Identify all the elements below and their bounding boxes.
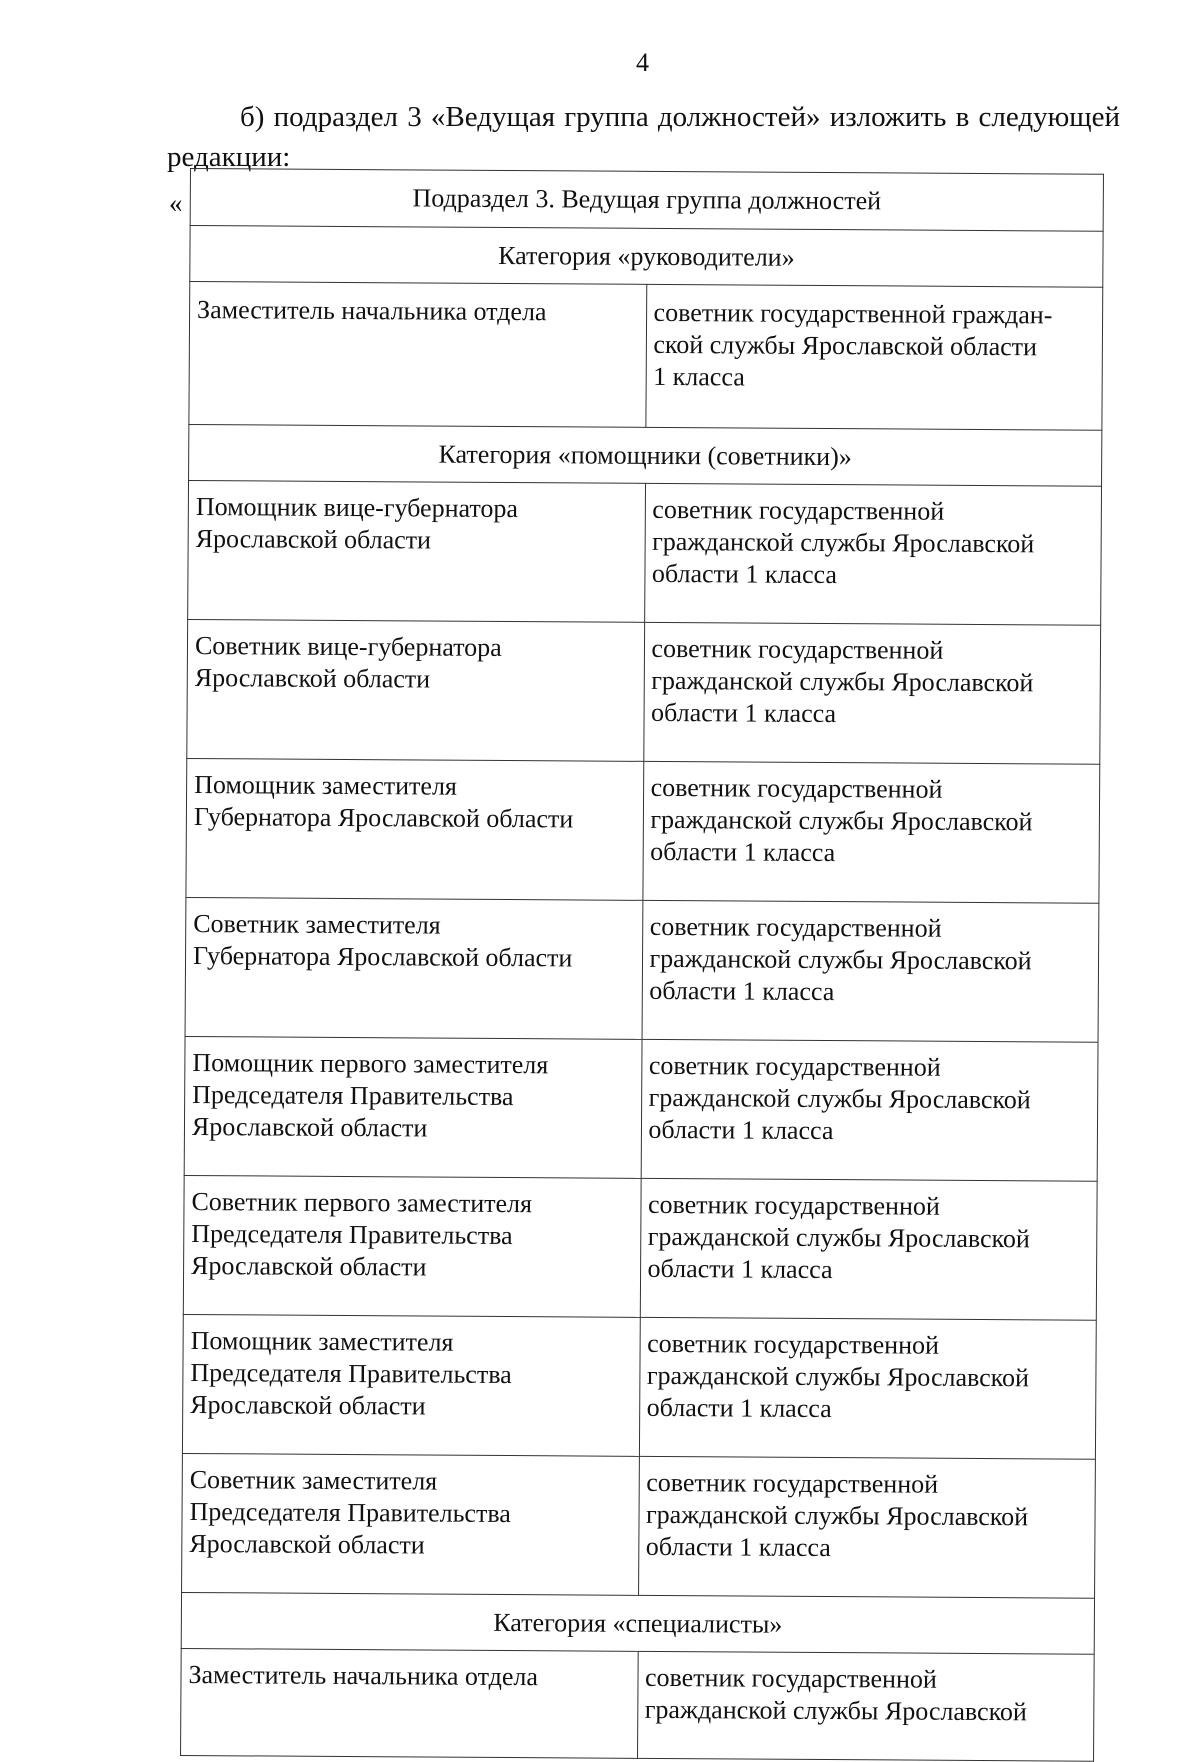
position-line: Губернатора Ярославской области <box>193 802 574 834</box>
rank-line: гражданской службы Ярославской <box>649 943 1032 976</box>
position-cell <box>181 1648 638 1758</box>
rank-cell <box>637 1651 1094 1761</box>
subsection-title: Подраздел 3. Ведущая группа должностей <box>190 169 1103 232</box>
position-line: Помощник заместителя <box>194 770 458 801</box>
position-cell <box>185 897 642 1039</box>
category-title-assistants: Категория «помощники (советники)» <box>189 424 1102 486</box>
rank-cell <box>642 761 1099 903</box>
opening-quote-mark: « <box>169 188 183 218</box>
rank-line: области 1 класса <box>650 697 837 729</box>
category-title-leaders: Категория «руководители» <box>190 226 1103 288</box>
rank-line: области 1 класса <box>649 975 835 1007</box>
position-line: Председателя Правительства <box>192 1080 514 1112</box>
rank-line: советник государственной <box>646 1467 939 1499</box>
rank-cell <box>644 483 1101 625</box>
table-row <box>183 1175 1097 1320</box>
position-name: Заместитель начальника отдела <box>197 295 547 327</box>
position-line: Ярославской области <box>189 1529 425 1560</box>
table-row <box>188 480 1102 625</box>
table-row <box>186 758 1100 903</box>
rank-cell <box>645 284 1102 430</box>
rank-line: советник государственной <box>651 633 944 665</box>
rank-line: советник государственной <box>647 1189 940 1221</box>
position-line: Ярославской области <box>191 1251 427 1282</box>
rank-line: советник государственной <box>650 772 943 804</box>
rank-line: гражданской службы Ярославской <box>644 1694 1027 1727</box>
rank-line: гражданской службы Ярославской <box>646 1360 1030 1393</box>
position-cell <box>188 480 645 622</box>
rank-cell <box>638 1456 1095 1598</box>
rank-cell <box>643 622 1100 764</box>
page-number: 4 <box>636 48 649 77</box>
position-cell <box>184 1036 641 1178</box>
rank-line: области 1 класса <box>651 558 838 590</box>
category-row <box>190 226 1103 288</box>
position-line: Ярославской области <box>195 524 432 555</box>
intro-paragraph-line-2: редакции: <box>167 141 291 173</box>
position-line: Председателя Правительства <box>189 1497 511 1529</box>
position-line: Ярославской области <box>194 663 431 694</box>
rank-cell <box>642 900 1099 1042</box>
rank-line: гражданской службы Ярославской <box>652 526 1035 559</box>
rank-line: области 1 класса <box>650 836 836 868</box>
position-cell <box>187 619 644 761</box>
position-line: Советник заместителя <box>189 1465 438 1496</box>
rank-line: советник государственной <box>652 494 945 526</box>
position-cell <box>183 1175 640 1317</box>
rank-line: советник государственной граждан- <box>653 297 1053 330</box>
rank-line: гражданской службы Ярославской <box>648 1082 1031 1115</box>
intro-paragraph-line-1: б) подраздел 3 «Ведущая группа должностей» изложить в следующей <box>240 101 1120 133</box>
category-row <box>189 424 1102 486</box>
position-line: Советник первого заместителя <box>191 1187 533 1219</box>
position-line: Председателя Правительства <box>191 1219 513 1251</box>
table-row <box>184 1036 1098 1181</box>
table-row <box>187 619 1101 764</box>
rank-line: области 1 класса <box>646 1392 832 1424</box>
rank-line: советник государственной <box>644 1662 937 1694</box>
position-cell <box>182 1453 639 1595</box>
table-row <box>185 897 1099 1042</box>
table-row <box>189 282 1103 431</box>
category-title-specialists: Категория «специалисты» <box>181 1592 1094 1654</box>
table-row <box>182 1453 1096 1598</box>
table-row <box>181 1648 1095 1761</box>
rank-line: гражданской службы Ярославской <box>645 1499 1029 1532</box>
position-line: Советник заместителя <box>193 909 441 940</box>
table-row <box>182 1314 1096 1459</box>
rank-line: советник государственной <box>648 1050 941 1082</box>
position-cell <box>186 758 643 900</box>
rank-line: 1 класса <box>653 361 745 392</box>
position-line: Советник вице-губернатора <box>194 631 502 662</box>
position-line: Ярославской области <box>190 1390 426 1421</box>
rank-line: советник государственной <box>649 911 942 943</box>
position-line: Помощник первого заместителя <box>192 1048 549 1080</box>
rank-line: гражданской службы Ярославской <box>647 1221 1030 1254</box>
positions-table-container <box>180 168 1104 1762</box>
rank-cell <box>641 1039 1098 1181</box>
rank-cell <box>639 1317 1096 1459</box>
position-line: Ярославской области <box>191 1112 428 1143</box>
position-cell <box>189 282 646 428</box>
rank-line: области 1 класса <box>647 1253 833 1285</box>
rank-line: гражданской службы Ярославской <box>651 665 1034 698</box>
rank-line: ской службы Ярославской области <box>653 329 1038 362</box>
position-line: Помощник заместителя <box>190 1326 454 1357</box>
position-line: Помощник вице-губернатора <box>195 492 519 524</box>
rank-line: области 1 класса <box>648 1114 834 1146</box>
rank-cell <box>640 1178 1097 1320</box>
position-cell <box>182 1314 639 1456</box>
table-title-row <box>190 169 1103 232</box>
position-name: Заместитель начальника отдела <box>188 1660 539 1692</box>
position-line: Губернатора Ярославской области <box>192 941 573 973</box>
rank-line: советник государственной <box>647 1328 940 1360</box>
positions-table <box>180 168 1104 1762</box>
rank-line: области 1 класса <box>645 1531 831 1563</box>
category-row <box>181 1592 1094 1654</box>
rank-line: гражданской службы Ярославской <box>650 804 1033 837</box>
position-line: Председателя Правительства <box>190 1358 512 1390</box>
